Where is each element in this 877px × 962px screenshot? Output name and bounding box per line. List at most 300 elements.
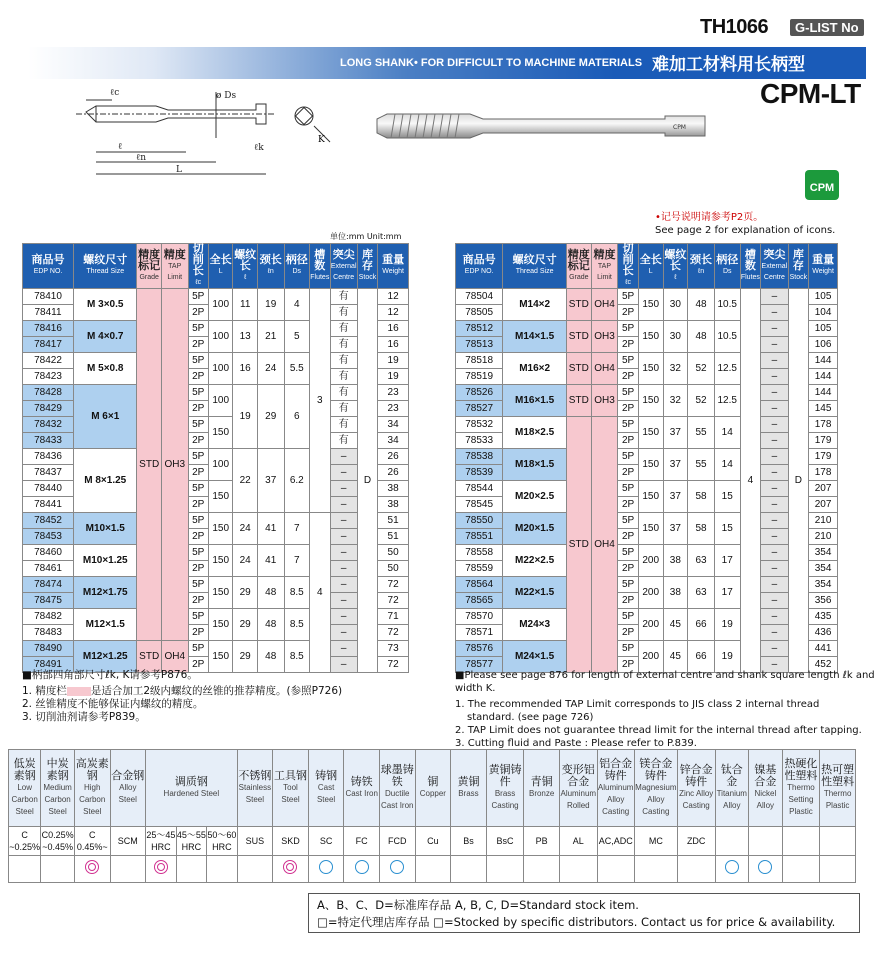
double-circle-icon bbox=[154, 860, 168, 874]
edp-cell: 78512 bbox=[456, 321, 503, 337]
material-code: AC,ADC bbox=[597, 827, 634, 856]
weight-cell: 50 bbox=[378, 545, 409, 561]
length-cell: 150 bbox=[208, 609, 233, 641]
thread-size-cell: M24×1.5 bbox=[503, 641, 567, 673]
lc-cell: 2P bbox=[188, 401, 208, 417]
thread-size-cell: M12×1.25 bbox=[74, 641, 137, 673]
materials-table bbox=[8, 749, 856, 883]
label-lc: ℓc bbox=[110, 88, 120, 98]
length-cell: 100 bbox=[208, 353, 233, 385]
edp-cell: 78417 bbox=[23, 337, 74, 353]
icon-note bbox=[655, 211, 835, 237]
l-cell: 38 bbox=[663, 545, 688, 577]
external-centre-cell: – bbox=[330, 641, 357, 657]
suitability-cell bbox=[415, 856, 451, 883]
col-header-zh: 切削长 bbox=[622, 243, 634, 277]
product-mark: CPM bbox=[673, 124, 686, 131]
table-row bbox=[23, 609, 409, 625]
thread-size-cell: M20×2.5 bbox=[503, 481, 567, 513]
external-centre-cell: – bbox=[761, 337, 788, 353]
circle-icon bbox=[725, 860, 739, 874]
table-row bbox=[456, 385, 838, 401]
weight-cell: 354 bbox=[809, 545, 838, 561]
edp-cell: 78460 bbox=[23, 545, 74, 561]
ds-cell: 10.5 bbox=[714, 289, 740, 321]
material-zh: 铸铁 bbox=[350, 776, 373, 788]
grade-cell: STD bbox=[566, 385, 591, 417]
material-code bbox=[782, 827, 820, 856]
col-header-zh: 切削长 bbox=[192, 243, 204, 277]
ln-cell: 41 bbox=[257, 513, 284, 545]
edp-cell: 78551 bbox=[456, 529, 503, 545]
col-header-en: Ds bbox=[292, 268, 302, 275]
edp-cell: 78433 bbox=[23, 433, 74, 449]
external-centre-cell: – bbox=[761, 625, 788, 641]
edp-cell: 78519 bbox=[456, 369, 503, 385]
col-header-zh: 重量 bbox=[382, 254, 405, 266]
lc-cell: 2P bbox=[188, 305, 208, 321]
col-header bbox=[233, 244, 258, 289]
material-zh: 调质钢 bbox=[174, 776, 208, 788]
material-zh: 工具钢 bbox=[273, 770, 307, 782]
material-en: Low Carbon Steel bbox=[11, 783, 38, 816]
subtitle-zh: 难加工材料用长柄型 bbox=[652, 55, 805, 75]
col-header bbox=[330, 244, 357, 289]
lc-cell: 5P bbox=[188, 545, 208, 561]
weight-cell: 71 bbox=[378, 609, 409, 625]
weight-cell: 12 bbox=[378, 305, 409, 321]
lc-cell: 2P bbox=[188, 561, 208, 577]
external-centre-cell: – bbox=[761, 417, 788, 433]
external-centre-cell: – bbox=[330, 657, 357, 673]
ln-cell: 55 bbox=[688, 417, 715, 449]
col-header-zh: 柄径 bbox=[285, 254, 308, 266]
l-cell: 30 bbox=[663, 289, 688, 321]
l-cell: 45 bbox=[663, 609, 688, 641]
lc-cell: 2P bbox=[618, 529, 639, 545]
material-en: Bronze bbox=[528, 789, 555, 798]
lc-cell: 5P bbox=[618, 641, 639, 657]
weight-cell: 19 bbox=[378, 353, 409, 369]
material-code: AL bbox=[559, 827, 597, 856]
table-row bbox=[456, 609, 838, 625]
cpm-coating-icon bbox=[805, 170, 839, 200]
weight-cell: 73 bbox=[378, 641, 409, 657]
edp-cell: 78490 bbox=[23, 641, 74, 657]
material-code: FCD bbox=[379, 827, 415, 856]
grade-cell: STD bbox=[566, 289, 591, 321]
material-zh: 合金钢 bbox=[111, 770, 145, 782]
ds-cell: 8.5 bbox=[284, 577, 310, 609]
external-centre-cell: – bbox=[330, 577, 357, 593]
thread-size-cell: M20×1.5 bbox=[503, 513, 567, 545]
weight-cell: 144 bbox=[809, 385, 838, 401]
lc-cell: 5P bbox=[618, 353, 639, 369]
thread-size-cell: M22×1.5 bbox=[503, 577, 567, 609]
external-centre-cell: – bbox=[761, 641, 788, 657]
unit-label: 单位:mm Unit:mm bbox=[330, 232, 402, 241]
col-header-zh: 库存 bbox=[362, 248, 374, 272]
col-header-zh: 精度标记 bbox=[567, 248, 590, 272]
material-header bbox=[273, 750, 309, 827]
ln-cell: 21 bbox=[257, 321, 284, 353]
external-centre-cell: – bbox=[761, 529, 788, 545]
col-header-zh: 螺纹尺寸 bbox=[512, 254, 557, 266]
col-header-en: Stock bbox=[789, 273, 808, 281]
edp-cell: 78571 bbox=[456, 625, 503, 641]
tap-dimension-diagram bbox=[76, 82, 326, 187]
material-header bbox=[715, 750, 749, 827]
external-centre-cell: – bbox=[330, 561, 357, 577]
edp-cell: 78410 bbox=[23, 289, 74, 305]
col-header-zh: 槽数 bbox=[314, 248, 326, 272]
length-cell: 150 bbox=[208, 641, 233, 673]
col-header-en: ℓc bbox=[195, 279, 202, 286]
material-zh: 铜 bbox=[427, 776, 439, 788]
tap-limit-cell: OH3 bbox=[591, 385, 618, 417]
tap-limit-cell: OH4 bbox=[591, 353, 618, 385]
weight-cell: 145 bbox=[809, 401, 838, 417]
col-header-en: EDP NO. bbox=[33, 268, 63, 275]
edp-cell: 78474 bbox=[23, 577, 74, 593]
l-cell: 32 bbox=[663, 353, 688, 385]
material-code: C ~0.25% bbox=[9, 827, 41, 856]
external-centre-cell: – bbox=[330, 497, 357, 513]
col-header-en: Weight bbox=[382, 268, 404, 275]
col-header-en: Weight bbox=[812, 268, 834, 275]
material-zh: 镍基合金 bbox=[754, 764, 777, 788]
length-cell: 150 bbox=[208, 513, 233, 545]
material-en: Brass bbox=[458, 789, 479, 798]
ds-cell: 5 bbox=[284, 321, 310, 353]
weight-cell: 105 bbox=[809, 289, 838, 305]
material-code: SC bbox=[308, 827, 344, 856]
ln-cell: 48 bbox=[257, 577, 284, 609]
material-header bbox=[451, 750, 487, 827]
col-header-en: ℓ bbox=[244, 273, 247, 281]
col-header-zh: 柄径 bbox=[716, 254, 739, 266]
edp-cell: 78565 bbox=[456, 593, 503, 609]
lc-cell: 2P bbox=[188, 497, 208, 513]
material-en: Cast Steel bbox=[316, 783, 336, 804]
material-en: High Carbon Steel bbox=[79, 783, 106, 816]
l-cell: 29 bbox=[233, 577, 258, 609]
table-row bbox=[456, 321, 838, 337]
col-header-zh: 库存 bbox=[792, 248, 804, 272]
col-header-en: Grade bbox=[139, 273, 159, 281]
col-header-zh: 突尖 bbox=[332, 248, 355, 261]
edp-cell: 78475 bbox=[23, 593, 74, 609]
external-centre-cell: – bbox=[330, 593, 357, 609]
external-centre-cell: – bbox=[330, 465, 357, 481]
circle-icon bbox=[758, 860, 772, 874]
length-cell: 150 bbox=[638, 417, 663, 449]
table-row bbox=[456, 641, 838, 657]
material-header bbox=[782, 750, 820, 827]
suitability-cell bbox=[74, 856, 110, 883]
l-cell: 30 bbox=[663, 321, 688, 353]
col-header bbox=[788, 244, 809, 289]
length-cell: 100 bbox=[208, 321, 233, 353]
table-row bbox=[23, 545, 409, 561]
length-cell: 150 bbox=[638, 289, 663, 321]
edp-cell: 78423 bbox=[23, 369, 74, 385]
material-header bbox=[524, 750, 560, 827]
edp-cell: 78576 bbox=[456, 641, 503, 657]
col-header bbox=[456, 244, 503, 289]
grade-cell: STD bbox=[566, 321, 591, 353]
external-centre-cell: – bbox=[330, 609, 357, 625]
thread-size-cell: M12×1.5 bbox=[74, 609, 137, 641]
lc-cell: 5P bbox=[188, 481, 208, 497]
material-code: Bs bbox=[451, 827, 487, 856]
fn-en-2: 2. TAP Limit does not guarantee thread limit for the internal thread after tapping. bbox=[455, 725, 862, 736]
material-code: SCM bbox=[110, 827, 146, 856]
edp-cell: 78570 bbox=[456, 609, 503, 625]
ds-cell: 19 bbox=[714, 641, 740, 673]
lc-cell: 5P bbox=[618, 417, 639, 433]
spec-table-left bbox=[22, 243, 409, 673]
lc-cell: 2P bbox=[618, 433, 639, 449]
ln-cell: 63 bbox=[688, 577, 715, 609]
material-zh: 高炭素钢 bbox=[75, 758, 109, 782]
external-centre-cell: – bbox=[761, 449, 788, 465]
external-centre-cell: – bbox=[330, 449, 357, 465]
edp-cell: 78518 bbox=[456, 353, 503, 369]
ln-cell: 55 bbox=[688, 449, 715, 481]
fn-en-3: 3. Cutting fluid and Paste : Please refer to P.839. bbox=[455, 738, 697, 749]
external-centre-cell: – bbox=[761, 289, 788, 305]
material-header bbox=[486, 750, 524, 827]
thread-size-cell: M14×1.5 bbox=[503, 321, 567, 353]
lc-cell: 2P bbox=[188, 369, 208, 385]
edp-cell: 78564 bbox=[456, 577, 503, 593]
col-header-zh: 重量 bbox=[812, 254, 835, 266]
material-zh: 热硬化性塑料 bbox=[784, 758, 818, 782]
lc-cell: 5P bbox=[618, 481, 639, 497]
length-cell: 150 bbox=[208, 577, 233, 609]
length-cell: 150 bbox=[638, 449, 663, 481]
fn-en-1b: standard. (see page 726) bbox=[467, 712, 594, 723]
col-header-en: EDP NO. bbox=[464, 268, 494, 275]
material-zh: 低炭素钢 bbox=[13, 758, 36, 782]
edp-cell: 78452 bbox=[23, 513, 74, 529]
length-cell: 150 bbox=[638, 321, 663, 353]
col-header-en: Stock bbox=[358, 273, 377, 281]
material-code bbox=[749, 827, 783, 856]
external-centre-cell: – bbox=[761, 497, 788, 513]
external-centre-cell: – bbox=[761, 369, 788, 385]
material-header bbox=[379, 750, 415, 827]
edp-cell: 78416 bbox=[23, 321, 74, 337]
material-code: PB bbox=[524, 827, 560, 856]
label-l: ℓ bbox=[118, 142, 123, 152]
thread-size-cell: M16×2 bbox=[503, 353, 567, 385]
material-code: 45～55 HRC bbox=[176, 827, 207, 856]
col-header-en: Thread Size bbox=[515, 268, 554, 275]
label-k: K bbox=[318, 135, 325, 145]
table-row bbox=[23, 577, 409, 593]
table-row bbox=[456, 545, 838, 561]
external-centre-cell: 有 bbox=[330, 289, 357, 305]
external-centre-cell: 有 bbox=[330, 321, 357, 337]
length-cell: 100 bbox=[208, 385, 233, 417]
col-header bbox=[740, 244, 761, 289]
lc-cell: 5P bbox=[188, 577, 208, 593]
ds-cell: 6 bbox=[284, 385, 310, 449]
l-cell: 29 bbox=[233, 641, 258, 673]
length-cell: 200 bbox=[638, 641, 663, 673]
ln-cell: 66 bbox=[688, 641, 715, 673]
edp-cell: 78527 bbox=[456, 401, 503, 417]
external-centre-cell: – bbox=[761, 609, 788, 625]
tap-limit-cell: OH4 bbox=[591, 417, 618, 673]
ln-cell: 48 bbox=[257, 641, 284, 673]
edp-cell: 78558 bbox=[456, 545, 503, 561]
l-cell: 19 bbox=[233, 385, 258, 449]
col-header-en: L bbox=[218, 268, 223, 275]
material-en: Medium Carbon Steel bbox=[43, 783, 72, 816]
l-cell: 37 bbox=[663, 513, 688, 545]
external-centre-cell: – bbox=[330, 625, 357, 641]
external-centre-cell: – bbox=[761, 481, 788, 497]
ln-cell: 66 bbox=[688, 609, 715, 641]
tap-limit-cell: OH3 bbox=[591, 321, 618, 353]
col-header bbox=[618, 244, 639, 289]
ds-cell: 10.5 bbox=[714, 321, 740, 353]
material-code bbox=[820, 827, 856, 856]
weight-cell: 34 bbox=[378, 433, 409, 449]
ds-cell: 19 bbox=[714, 609, 740, 641]
external-centre-cell: – bbox=[761, 465, 788, 481]
suitability-cell bbox=[110, 856, 146, 883]
length-cell: 150 bbox=[208, 481, 233, 513]
length-cell: 150 bbox=[638, 481, 663, 513]
thread-size-cell: M12×1.75 bbox=[74, 577, 137, 609]
material-en: Alloy Steel bbox=[118, 783, 137, 804]
col-header-zh: 突尖 bbox=[763, 248, 786, 261]
lc-cell: 2P bbox=[188, 433, 208, 449]
material-zh: 不锈钢 bbox=[238, 770, 272, 782]
external-centre-cell: – bbox=[761, 401, 788, 417]
fn-zh-1a: 1. 精度栏 bbox=[22, 685, 67, 697]
weight-cell: 72 bbox=[378, 657, 409, 673]
weight-cell: 38 bbox=[378, 497, 409, 513]
material-en: Thermo Plastic bbox=[823, 789, 852, 810]
weight-cell: 210 bbox=[809, 513, 838, 529]
lc-cell: 2P bbox=[618, 401, 639, 417]
icon-note-zh: •记号说明请参考P2页。 bbox=[655, 212, 764, 223]
lc-cell: 5P bbox=[188, 609, 208, 625]
edp-cell: 78429 bbox=[23, 401, 74, 417]
lc-cell: 5P bbox=[618, 385, 639, 401]
material-code: SKD bbox=[273, 827, 309, 856]
suitability-cell bbox=[597, 856, 634, 883]
material-header bbox=[9, 750, 41, 827]
material-en: Hardened Steel bbox=[163, 789, 220, 798]
table-row bbox=[456, 417, 838, 433]
label-ln: ℓn bbox=[136, 153, 147, 163]
lc-cell: 2P bbox=[618, 497, 639, 513]
suitability-cell bbox=[677, 856, 715, 883]
weight-cell: 354 bbox=[809, 577, 838, 593]
ds-cell: 12.5 bbox=[714, 353, 740, 385]
table-row bbox=[23, 449, 409, 465]
lc-cell: 5P bbox=[188, 513, 208, 529]
double-circle-icon bbox=[85, 860, 99, 874]
col-header-zh: 螺纹长 bbox=[234, 248, 257, 272]
l-cell: 37 bbox=[663, 417, 688, 449]
cpm-badge-label: CPM bbox=[809, 182, 835, 194]
weight-cell: 16 bbox=[378, 337, 409, 353]
catalog-code: TH1066 bbox=[700, 16, 769, 38]
fn-zh-2: 2. 丝锥精度不能够保证内螺纹的精度。 bbox=[22, 698, 204, 710]
model-name: CPM-LT bbox=[760, 78, 861, 109]
thread-size-cell: M 6×1 bbox=[74, 385, 137, 449]
thread-size-cell: M 4×0.7 bbox=[74, 321, 137, 353]
col-header-zh: 颈长 bbox=[690, 254, 713, 266]
table-row bbox=[23, 289, 409, 305]
lc-cell: 2P bbox=[618, 369, 639, 385]
lc-cell: 5P bbox=[618, 289, 639, 305]
suitability-cell bbox=[237, 856, 273, 883]
weight-cell: 23 bbox=[378, 401, 409, 417]
external-centre-cell: 有 bbox=[330, 337, 357, 353]
col-header bbox=[257, 244, 284, 289]
ds-cell: 8.5 bbox=[284, 641, 310, 673]
material-en: Ductile Cast Iron bbox=[381, 789, 414, 810]
ds-cell: 6.2 bbox=[284, 449, 310, 513]
material-zh: 黄铜铸件 bbox=[488, 764, 522, 788]
weight-cell: 436 bbox=[809, 625, 838, 641]
col-header-zh: 商品号 bbox=[31, 254, 65, 266]
external-centre-cell: – bbox=[761, 545, 788, 561]
lc-cell: 5P bbox=[618, 577, 639, 593]
subtitle-en: LONG SHANK• FOR DIFFICULT TO MACHINE MATERIALS bbox=[340, 57, 643, 69]
col-header-zh: 精度 bbox=[163, 248, 186, 261]
material-header bbox=[74, 750, 110, 827]
stock-cell: D bbox=[788, 289, 809, 673]
weight-cell: 19 bbox=[378, 369, 409, 385]
lc-cell: 5P bbox=[188, 417, 208, 433]
suitability-cell bbox=[715, 856, 749, 883]
ln-cell: 58 bbox=[688, 481, 715, 513]
length-cell: 200 bbox=[638, 609, 663, 641]
weight-cell: 72 bbox=[378, 625, 409, 641]
edp-cell: 78491 bbox=[23, 657, 74, 673]
external-centre-cell: – bbox=[761, 593, 788, 609]
lc-cell: 5P bbox=[618, 609, 639, 625]
table-row bbox=[456, 513, 838, 529]
material-zh: 球墨铸铁 bbox=[380, 764, 414, 788]
suitability-cell bbox=[9, 856, 41, 883]
table-row bbox=[23, 321, 409, 337]
material-zh: 铝合金铸件 bbox=[599, 758, 633, 782]
lc-cell: 2P bbox=[618, 561, 639, 577]
square-shank-diagram bbox=[290, 100, 338, 160]
suitability-cell bbox=[486, 856, 524, 883]
tap-limit-cell: OH4 bbox=[591, 289, 618, 321]
weight-cell: 23 bbox=[378, 385, 409, 401]
edp-cell: 78461 bbox=[23, 561, 74, 577]
material-en: Aluminum Alloy Casting bbox=[597, 783, 634, 816]
col-header bbox=[161, 244, 188, 289]
weight-cell: 50 bbox=[378, 561, 409, 577]
edp-cell: 78538 bbox=[456, 449, 503, 465]
col-header-en: External Centre bbox=[330, 262, 357, 281]
grade-cell: STD bbox=[566, 417, 591, 673]
col-header-en: Flutes bbox=[310, 273, 330, 281]
